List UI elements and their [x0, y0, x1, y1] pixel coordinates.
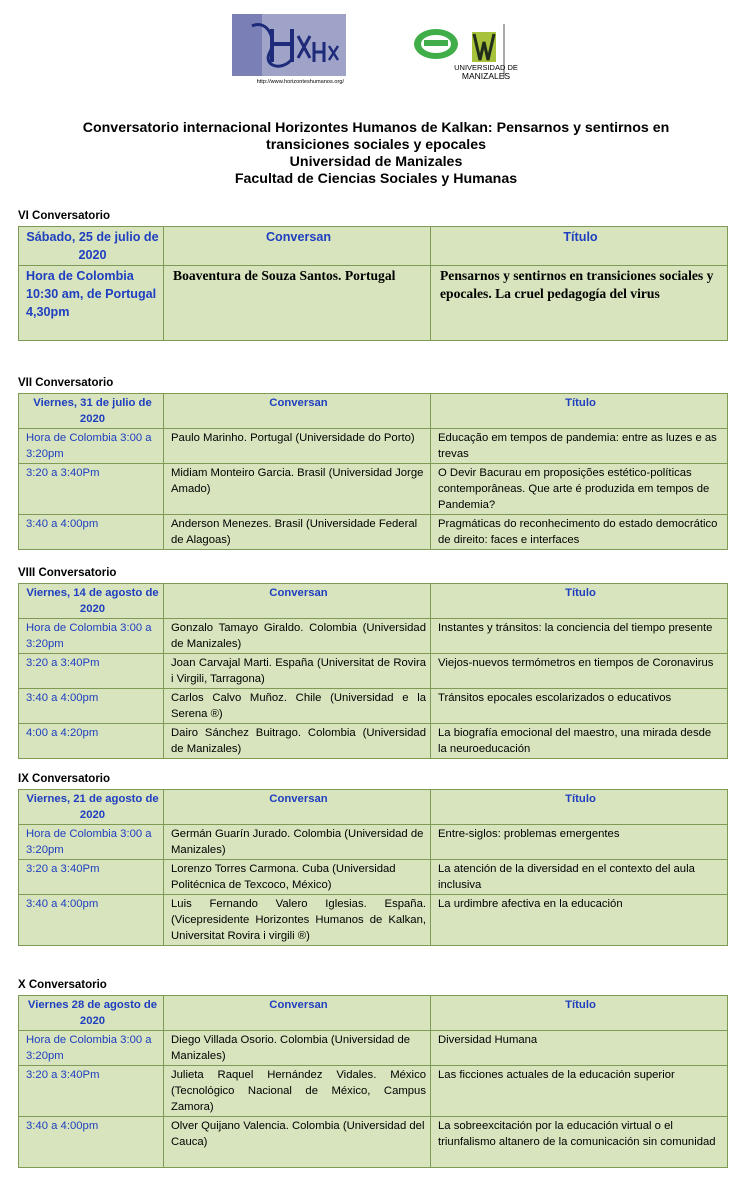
header-line-1: Conversatorio internacional Horizontes Humanos de Kalkan: Pensarnos y sentirnos en	[82, 120, 670, 136]
titulo-header: Título	[431, 790, 728, 825]
horizontes-humanos-logo	[232, 14, 346, 84]
time-cell: 3:40 a 4:00pm	[19, 689, 164, 724]
header-line-4: Facultad de Ciencias Sociales y Humanas	[234, 171, 518, 187]
table-header-row	[19, 996, 728, 1031]
time-cell: Hora de Colombia 3:00 a 3:20pm	[19, 429, 164, 464]
titulo-header: Título	[431, 227, 728, 266]
table-header-row	[19, 394, 728, 429]
conversan-header: Conversan	[164, 790, 431, 825]
titulo-header: Título	[431, 584, 728, 619]
table-row	[19, 266, 728, 341]
universidad-manizales-logo	[412, 18, 534, 84]
title-cell: O Devir Bacurau em proposições estético-políticas contemporâneas. Que arte é produzida em tempos de Pandemia?	[431, 464, 728, 515]
title-cell: Instantes y tránsitos: la conciencia del tiempo presente	[431, 619, 728, 654]
section-label-vii: VII Conversatorio	[18, 377, 114, 389]
speaker-cell: Diego Villada Osorio. Colombia (Universidad de Manizales)	[164, 1031, 431, 1066]
speaker-cell: Boaventura de Souza Santos. Portugal	[164, 266, 431, 341]
document-header	[0, 120, 752, 188]
table-row	[19, 895, 728, 946]
date-header: Viernes, 14 de agosto de 2020	[19, 584, 164, 619]
title-cell: Entre-siglos: problemas emergentes	[431, 825, 728, 860]
speaker-cell: Luis Fernando Valero Iglesias. España. (Vicepresidente Horizontes Humanos de Kalkan, Universitat Rovira i virgili ®)	[164, 895, 431, 946]
speaker-cell: Anderson Menezes. Brasil (Universidade Federal de Alagoas)	[164, 515, 431, 550]
time-cell: Hora de Colombia 3:00 a 3:20pm	[19, 619, 164, 654]
table-row	[19, 619, 728, 654]
table-row	[19, 689, 728, 724]
table-ix	[18, 789, 728, 946]
title-cell: La urdimbre afectiva en la educación	[431, 895, 728, 946]
table-row	[19, 860, 728, 895]
table-x	[18, 995, 728, 1168]
table-row	[19, 825, 728, 860]
speaker-cell: Paulo Marinho. Portugal (Universidade do Porto)	[164, 429, 431, 464]
time-cell: 4:00 a 4:20pm	[19, 724, 164, 759]
titulo-header: Título	[431, 394, 728, 429]
table-row	[19, 1117, 728, 1168]
title-cell: Educação em tempos de pandemia: entre as luzes e as trevas	[431, 429, 728, 464]
time-cell: 3:20 a 3:40Pm	[19, 860, 164, 895]
date-header: Viernes 28 de agosto de 2020	[19, 996, 164, 1031]
table-row	[19, 464, 728, 515]
title-cell: La biografía emocional del maestro, una mirada desde la neuroeducación	[431, 724, 728, 759]
table-row	[19, 654, 728, 689]
conversan-header: Conversan	[164, 584, 431, 619]
date-header: Viernes, 21 de agosto de 2020	[19, 790, 164, 825]
header-line-2: transiciones sociales y epocales	[265, 137, 487, 153]
table-header-row	[19, 227, 728, 266]
title-cell: Viejos-nuevos termómetros en tiempos de Coronavirus	[431, 654, 728, 689]
conversan-header: Conversan	[164, 227, 431, 266]
time-cell: 3:40 a 4:00pm	[19, 515, 164, 550]
time-cell: Hora de Colombia 10:30 am, de Portugal 4,30pm	[19, 266, 164, 341]
title-cell: Las ficciones actuales de la educación superior	[431, 1066, 728, 1117]
section-label-x: X Conversatorio	[18, 979, 107, 991]
section-label-ix: IX Conversatorio	[18, 773, 111, 785]
date-header: Sábado, 25 de julio de 2020	[19, 227, 164, 266]
title-cell: Pensarnos y sentirnos en transiciones sociales y epocales. La cruel pedagogía del virus	[431, 266, 728, 341]
title-cell: Pragmáticas do reconhecimento do estado democrático de direito: faces e interfaces	[431, 515, 728, 550]
table-viii	[18, 583, 728, 759]
time-cell: 3:40 a 4:00pm	[19, 1117, 164, 1168]
table-row	[19, 515, 728, 550]
table-vi	[18, 226, 728, 341]
section-label-vi: VI Conversatorio	[18, 210, 111, 222]
title-cell: Tránsitos epocales escolarizados o educativos	[431, 689, 728, 724]
date-header: Viernes, 31 de julio de 2020	[19, 394, 164, 429]
conversan-header: Conversan	[164, 394, 431, 429]
title-cell: Diversidad Humana	[431, 1031, 728, 1066]
svg-text:MANIZALES: MANIZALES	[461, 71, 511, 81]
title-cell: La sobreexcitación por la educación virtual o el triunfalismo altanero de la comunicación sin comunidad	[431, 1117, 728, 1168]
table-row	[19, 724, 728, 759]
time-cell: Hora de Colombia 3:00 a 3:20pm	[19, 825, 164, 860]
time-cell: 3:20 a 3:40Pm	[19, 1066, 164, 1117]
table-row	[19, 1066, 728, 1117]
time-cell: 3:40 a 4:00pm	[19, 895, 164, 946]
speaker-cell: Midiam Monteiro Garcia. Brasil (Universidad Jorge Amado)	[164, 464, 431, 515]
title-cell: La atención de la diversidad en el contexto del aula inclusiva	[431, 860, 728, 895]
table-row	[19, 429, 728, 464]
conversan-header: Conversan	[164, 996, 431, 1031]
time-cell: Hora de Colombia 3:00 a 3:20pm	[19, 1031, 164, 1066]
table-header-row	[19, 584, 728, 619]
speaker-cell: Lorenzo Torres Carmona. Cuba (Universidad Politécnica de Texcoco, México)	[164, 860, 431, 895]
svg-text:http://www.horizonteshumanos.o: http://www.horizonteshumanos.org/	[256, 79, 344, 84]
svg-text:UNIVERSIDAD DE: UNIVERSIDAD DE	[454, 63, 518, 72]
speaker-cell: Julieta Raquel Hernández Vidales. México (Tecnológico Nacional de México, Campus Zamora)	[164, 1066, 431, 1117]
table-vii	[18, 393, 728, 550]
speaker-cell: Olver Quijano Valencia. Colombia (Universidad del Cauca)	[164, 1117, 431, 1168]
table-header-row	[19, 790, 728, 825]
logos-bar	[0, 0, 752, 100]
speaker-cell: Germán Guarín Jurado. Colombia (Universidad de Manizales)	[164, 825, 431, 860]
speaker-cell: Carlos Calvo Muñoz. Chile (Universidad e la Serena ®)	[164, 689, 431, 724]
speaker-cell: Dairo Sánchez Buitrago. Colombia (Universidad de Manizales)	[164, 724, 431, 759]
speaker-cell: Gonzalo Tamayo Giraldo. Colombia (Universidad de Manizales)	[164, 619, 431, 654]
section-label-viii: VIII Conversatorio	[18, 567, 117, 579]
time-cell: 3:20 a 3:40Pm	[19, 654, 164, 689]
table-row	[19, 1031, 728, 1066]
speaker-cell: Joan Carvajal Marti. España (Universitat de Rovira i Virgili, Tarragona)	[164, 654, 431, 689]
header-line-3: Universidad de Manizales	[289, 154, 463, 170]
time-cell: 3:20 a 3:40Pm	[19, 464, 164, 515]
titulo-header: Título	[431, 996, 728, 1031]
